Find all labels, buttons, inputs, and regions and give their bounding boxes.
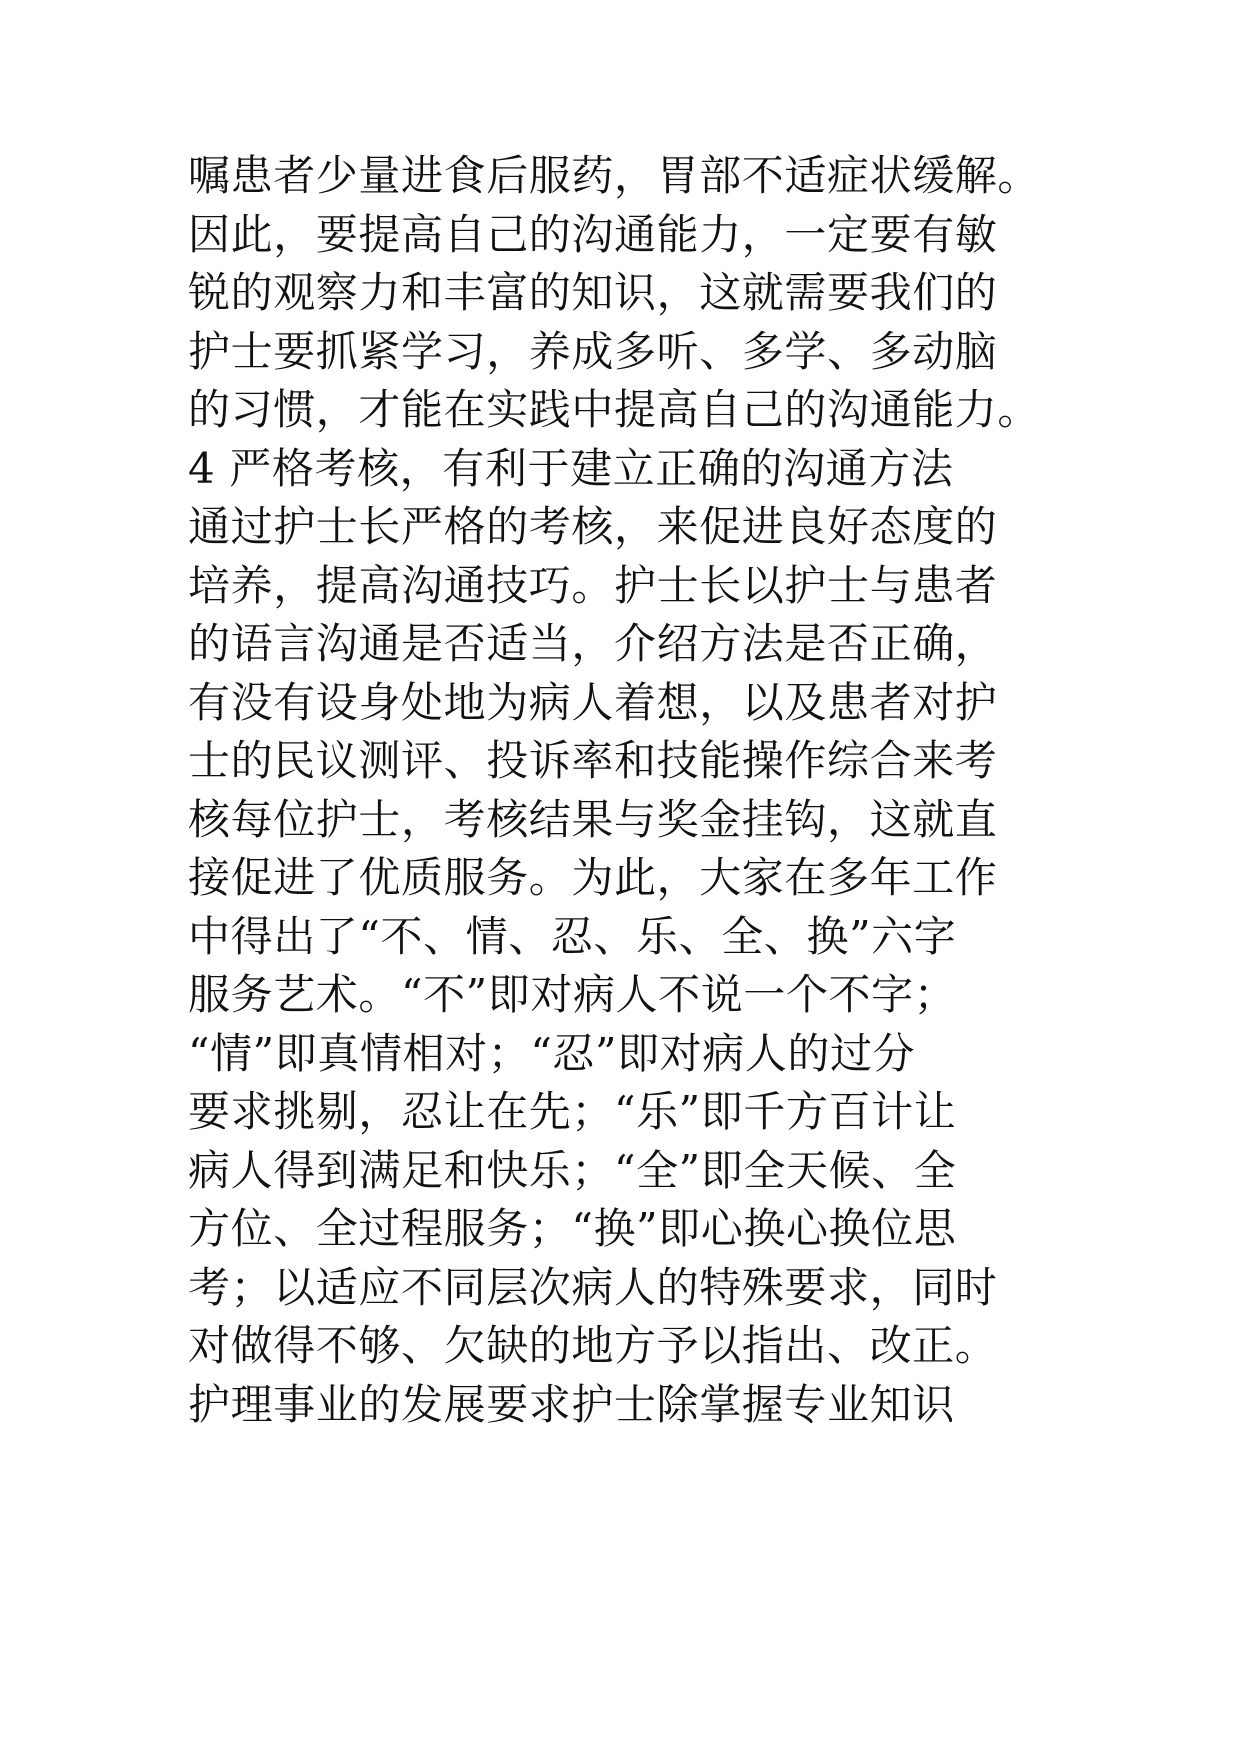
text-line: 培养，提高沟通技巧。护士长以护士与患者 — [188, 560, 998, 610]
text-line: 因此，要提高自己的沟通能力，一定要有敏 — [188, 209, 998, 259]
text-line: 通过护士长严格的考核，来促进良好态度的 — [188, 502, 998, 551]
text-line: 的语言沟通是否适当，介绍方法是否正确， — [188, 619, 998, 668]
text-line: 士的民议测评、投诉率和技能操作综合来考 — [188, 736, 998, 785]
text-line: “情”即真情相对；“忍”即对病人的过分 — [188, 1028, 916, 1078]
text-line: 锐的观察力和丰富的知识，这就需要我们的 — [188, 268, 998, 317]
text-line: 病人得到满足和快乐；“全”即全天候、全 — [188, 1145, 957, 1195]
text-line: 接促进了优质服务。为此，大家在多年工作 — [188, 853, 998, 902]
text-line: 有没有设身处地为病人着想，以及患者对护 — [188, 677, 998, 727]
text-line: 核每位护士，考核结果与奖金挂钩，这就直 — [188, 794, 998, 844]
text-line: 嘱患者少量进食后服药，胃部不适症状缓解。 — [188, 151, 1041, 200]
section-heading: 4 严格考核，有利于建立正确的沟通方法 — [188, 443, 954, 493]
text-line: 服务艺术。“不”即对病人不说一个不字； — [188, 970, 957, 1019]
body-text — [188, 147, 1188, 1434]
text-line: 中得出了“不、情、忍、乐、全、换”六字 — [188, 911, 957, 961]
text-line: 的习惯，才能在实践中提高自己的沟通能力。 — [188, 385, 1041, 434]
text-line: 护理事业的发展要求护士除掌握专业知识 — [188, 1379, 955, 1429]
text-line: 对做得不够、欠缺的地方予以指出、改正。 — [188, 1321, 998, 1370]
text-line: 要求挑剔，忍让在先；“乐”即千方百计让 — [188, 1087, 957, 1136]
text-line: 护士要抓紧学习，养成多听、多学、多动脑 — [188, 326, 998, 376]
text-line: 方位、全过程服务；“换”即心换心换位思 — [188, 1204, 957, 1253]
text-line: 考；以适应不同层次病人的特殊要求，同时 — [188, 1262, 998, 1312]
